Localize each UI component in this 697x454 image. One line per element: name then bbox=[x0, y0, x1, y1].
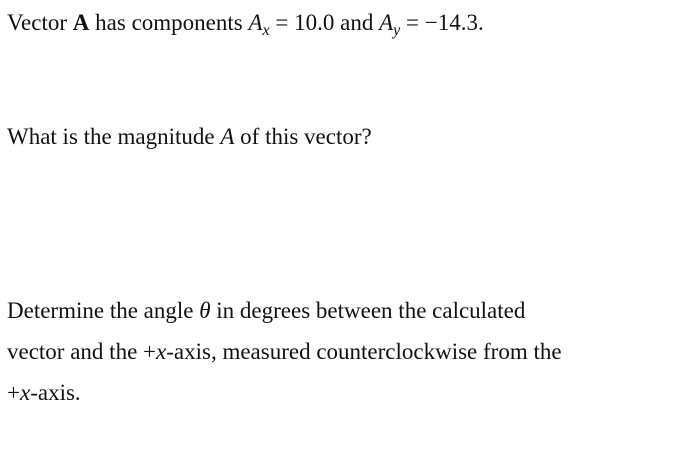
x-symbol-2: x bbox=[19, 380, 31, 405]
statement-period: . bbox=[477, 10, 484, 35]
ax-subscript: x bbox=[262, 22, 270, 39]
angle-line-1 bbox=[7, 290, 562, 331]
ay-value: −14.3 bbox=[424, 10, 478, 35]
angle-text-1a: Determine the angle bbox=[7, 298, 200, 323]
question-angle bbox=[7, 290, 562, 413]
plus-sign-1: + bbox=[143, 339, 157, 364]
x-symbol-1: x bbox=[156, 339, 167, 364]
plus-sign-2: + bbox=[7, 380, 20, 405]
magnitude-text-1: What is the magnitude bbox=[7, 124, 221, 149]
ax-symbol: A bbox=[248, 10, 263, 35]
theta-symbol: θ bbox=[199, 298, 211, 323]
ax-value: 10.0 bbox=[294, 10, 335, 35]
statement-text-2: has components bbox=[89, 10, 249, 35]
angle-line-2 bbox=[7, 331, 562, 372]
magnitude-text-2: of this vector? bbox=[234, 124, 372, 149]
angle-text-2b: -axis, measured counterclockwise from the bbox=[166, 339, 562, 364]
question-statement bbox=[7, 2, 484, 43]
ay-subscript: y bbox=[393, 22, 401, 39]
equals-sign-1: = bbox=[269, 10, 295, 35]
equals-sign-2: = bbox=[400, 10, 425, 35]
question-magnitude bbox=[7, 116, 372, 157]
magnitude-symbol: A bbox=[220, 124, 235, 149]
statement-text-1: Vector bbox=[7, 10, 73, 35]
angle-text-3b: -axis. bbox=[30, 380, 81, 405]
angle-text-2a: vector and the bbox=[7, 339, 144, 364]
statement-text-3: and bbox=[334, 10, 380, 35]
angle-text-1b: in degrees between the calculated bbox=[210, 298, 526, 323]
vector-symbol: A bbox=[72, 10, 90, 35]
angle-line-3 bbox=[7, 372, 562, 413]
ay-symbol: A bbox=[379, 10, 394, 35]
